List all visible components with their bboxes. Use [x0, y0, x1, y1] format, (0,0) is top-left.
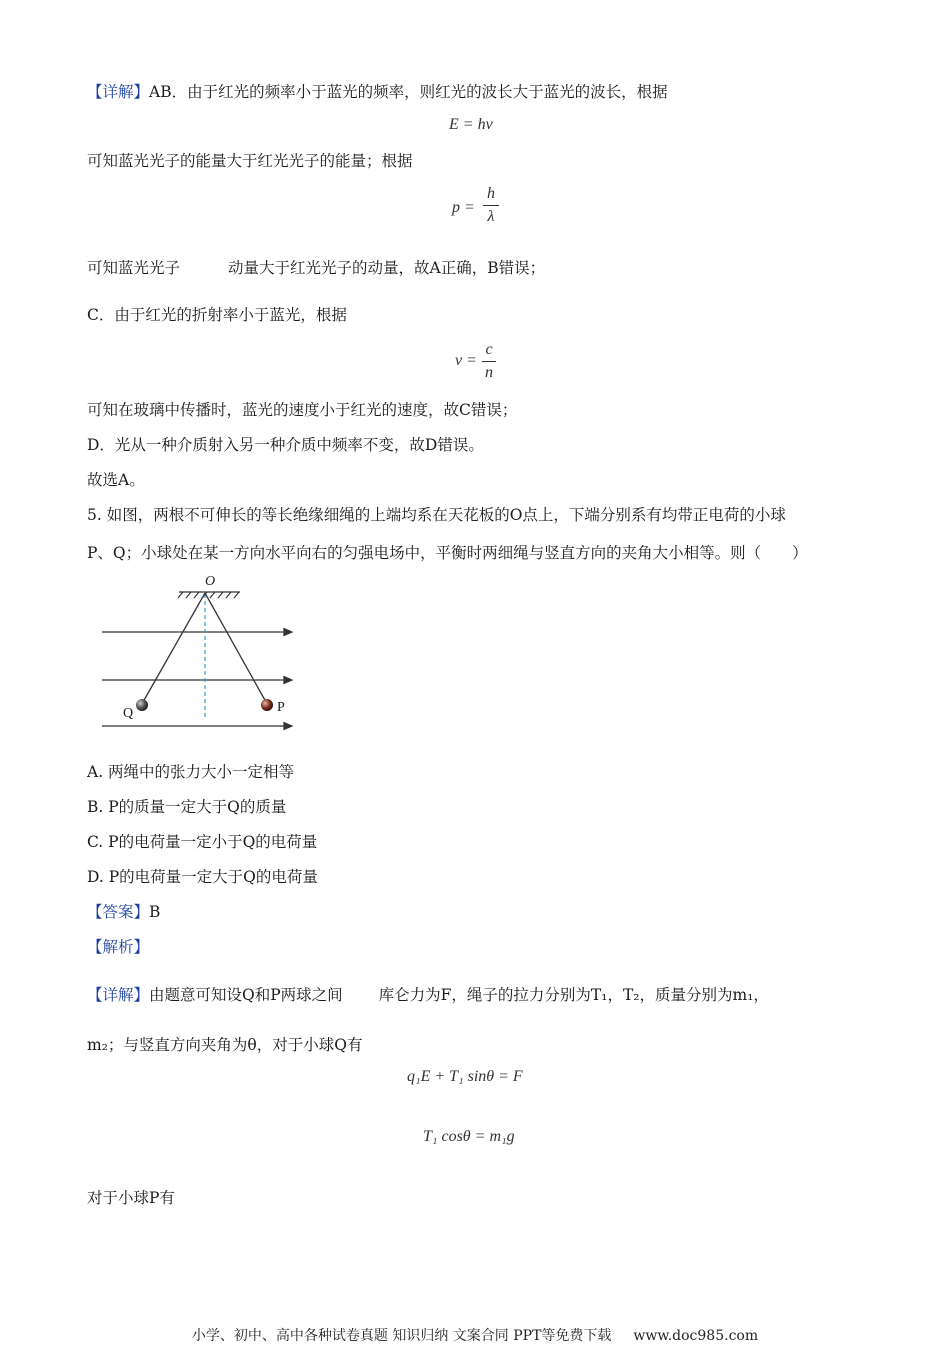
equation-q-horizontal: q₁E + T₁ sinθ = F [407, 1068, 523, 1085]
question-5-line-1: 5. 如图，两根不可伸长的等长绝缘细绳的上端均系在天花板的O点上，下端分别系有均带正电荷的小球 [87, 506, 786, 524]
detail-line-1b: 库仑力为F，绳子的拉力分别为T₁，T₂，质量分别为m₁， [378, 986, 769, 1004]
label-o: O [205, 574, 216, 589]
ball-q [136, 699, 148, 711]
detail-line-2: m₂；与竖直方向夹角为θ，对于小球Q有 [87, 1036, 363, 1054]
equation-momentum-den: λ [487, 208, 495, 225]
equation-momentum-num: h [487, 185, 495, 202]
paragraph-3a: 可知蓝光光子 [87, 259, 181, 277]
answer-tag: 【答案】 [87, 903, 150, 921]
page-footer [0, 1325, 950, 1345]
question-5-line-2: P、Q；小球处在某一方向水平向右的匀强电场中，平衡时两细绳与竖直方向的夹角大小相等。则（ ） [87, 544, 808, 562]
answer-value: B [149, 903, 161, 921]
paragraph-3 [87, 258, 545, 278]
footer-text: 小学、初中、高中各种试卷真题 知识归纳 文案合同 PPT等免费下载 [191, 1328, 612, 1344]
analysis-tag: 【解析】 [87, 938, 150, 956]
last-line: 对于小球P有 [87, 1189, 175, 1207]
paragraph-detail-1 [87, 82, 668, 102]
ball-p [261, 699, 273, 711]
paragraph-4: C．由于红光的折射率小于蓝光，根据 [87, 306, 347, 324]
option-a: A. 两绳中的张力大小一定相等 [87, 763, 295, 781]
equation-velocity-num: c [485, 341, 493, 358]
detail-tag-2: 【详解】 [87, 986, 150, 1004]
footer-url[interactable]: www.doc985.com [633, 1328, 759, 1344]
detail-text-1: AB．由于红光的频率小于蓝光的频率，则红光的波长大于蓝光的波长，根据 [149, 83, 668, 101]
equation-velocity-lhs: v = [455, 352, 477, 369]
label-q: Q [123, 706, 134, 721]
detail-tag: 【详解】 [87, 83, 150, 101]
answer-line [87, 902, 160, 922]
equation-velocity-fraction [482, 341, 496, 382]
paragraph-6: D．光从一种介质射入另一种介质中频率不变，故D错误。 [87, 436, 484, 454]
equation-momentum-fraction [483, 185, 499, 226]
equation-energy: E = hν [449, 116, 493, 133]
option-d: D. P的电荷量一定大于Q的电荷量 [87, 868, 318, 886]
question-5-figure [95, 570, 305, 735]
equation-velocity-den: n [485, 364, 493, 381]
detail-line-1a: 由题意可知设Q和P两球之间 [149, 986, 343, 1004]
rope-q [143, 593, 205, 702]
ceiling [178, 592, 240, 598]
label-p: P [277, 700, 285, 715]
paragraph-7: 故选A。 [87, 471, 145, 489]
equation-momentum-lhs: p = [452, 199, 475, 216]
option-c: C. P的电荷量一定小于Q的电荷量 [87, 833, 318, 851]
detail-line-1 [87, 985, 769, 1005]
rope-p [205, 593, 266, 702]
paragraph-3b: 动量大于红光光子的动量，故A正确，B错误； [228, 259, 546, 277]
equation-q-vertical: T₁ cosθ = m₁g [423, 1128, 515, 1145]
paragraph-5: 可知在玻璃中传播时，蓝光的速度小于红光的速度，故C错误； [87, 401, 518, 419]
paragraph-2: 可知蓝光光子的能量大于红光光子的能量；根据 [87, 152, 413, 170]
option-b: B. P的质量一定大于Q的质量 [87, 798, 287, 816]
